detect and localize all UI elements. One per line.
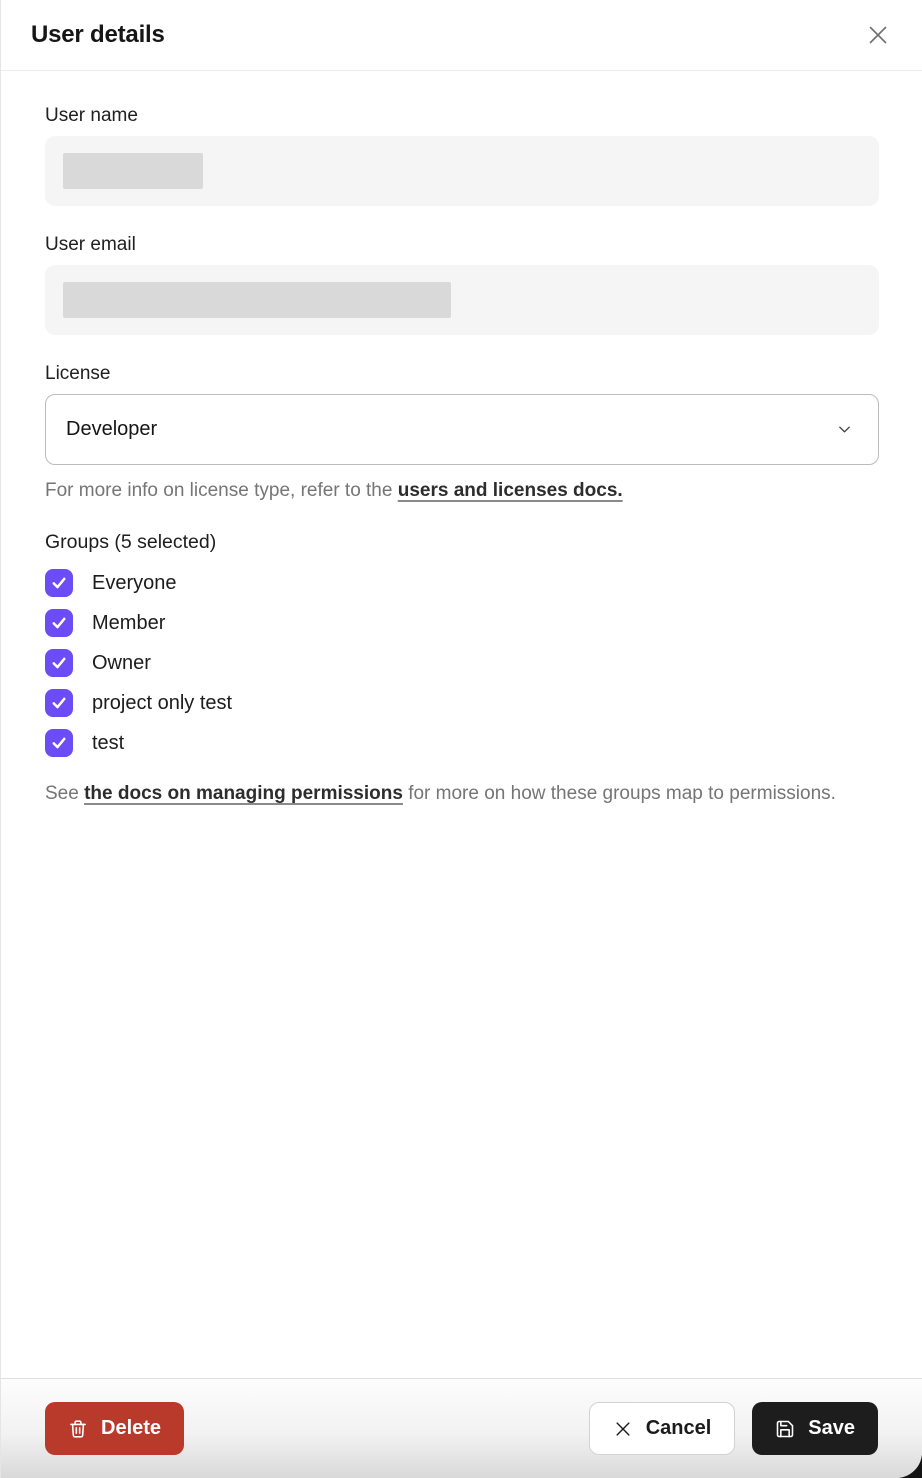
checkbox-checked[interactable] [45,569,73,597]
x-icon [866,23,890,47]
chevron-down-icon [837,422,852,437]
user-name-field [45,136,879,206]
group-label: Member [92,611,166,634]
floppy-disk-icon [775,1419,795,1439]
check-icon [50,574,68,592]
group-label: Owner [92,651,151,674]
checkbox-checked[interactable] [45,689,73,717]
license-help-prefix: For more info on license type, refer to the [45,480,398,501]
group-checkbox-row[interactable] [45,729,232,757]
group-checkbox-list [45,569,232,769]
checkbox-checked[interactable] [45,649,73,677]
permissions-docs-link[interactable]: the docs on managing permissions [84,783,403,804]
save-button-label: Save [808,1417,855,1439]
user-email-label: User email [45,234,136,255]
group-checkbox-row[interactable] [45,689,232,717]
redacted-user-name-value [63,153,203,189]
cancel-button[interactable] [589,1402,736,1455]
x-icon [613,1419,633,1439]
panel-body [1,71,922,1378]
group-label: Everyone [92,571,177,594]
group-checkbox-row[interactable] [45,569,232,597]
panel-footer [1,1378,922,1478]
page-title: User details [31,21,165,48]
user-email-field [45,265,879,335]
footer-actions [589,1402,878,1455]
check-icon [50,654,68,672]
redacted-user-email-value [63,282,451,318]
groups-label: Groups (5 selected) [45,531,217,553]
save-button[interactable] [752,1402,878,1455]
check-icon [50,694,68,712]
group-label: test [92,731,125,754]
cancel-button-label: Cancel [645,1417,712,1439]
trash-icon [68,1419,88,1439]
license-selected-value: Developer [66,418,158,440]
group-label: project only test [92,691,233,714]
license-label: License [45,363,111,384]
checkbox-checked[interactable] [45,729,73,757]
group-checkbox-row[interactable] [45,609,232,637]
permissions-help-prefix: See [45,783,85,804]
permissions-help-text [45,779,836,808]
check-icon [50,734,68,752]
check-icon [50,614,68,632]
group-checkbox-row[interactable] [45,649,232,677]
panel-header [1,0,922,71]
license-help-text [45,476,623,505]
license-docs-link[interactable]: users and licenses docs. [397,480,623,501]
user-name-label: User name [45,105,138,126]
license-select[interactable] [45,394,879,465]
delete-button[interactable] [45,1402,184,1455]
close-button[interactable] [858,15,898,55]
delete-button-label: Delete [101,1417,162,1439]
checkbox-checked[interactable] [45,609,73,637]
permissions-help-suffix: for more on how these groups map to permissions. [402,783,836,804]
